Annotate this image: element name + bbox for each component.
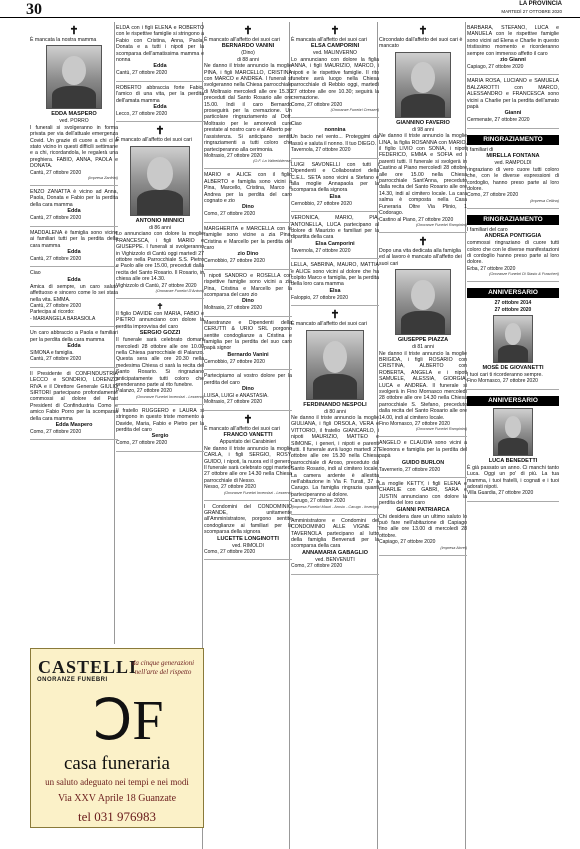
ad-brand: CASTELLI xyxy=(38,657,138,677)
condolence-notice xyxy=(291,212,379,259)
thanks-notice xyxy=(467,129,559,209)
notice-name: Gianni xyxy=(504,110,522,117)
notice-date: Fino Mornasco, 27 ottobre 2020 xyxy=(467,378,538,385)
notice-date: Cernobbio, 27 ottobre 2020 xyxy=(204,358,265,365)
notice-body: MADDALENA è famiglia sono vicine ai familiari tutti per la perdita della cara mamma xyxy=(30,229,118,249)
cross-icon: ✝ xyxy=(156,301,164,311)
notice-body: Ne danno il triste annuncio la moglie GIULIANA, i figli ORSOLA, VERA e VITTORIO, il fratello GIANCARLO, i nipoti MAURIZIO, MATTEO e SIMONE, i generi, i nipoti e parenti tutti. Il funerale avrà luogo martedì 27 ottobre alle ore 15.30 nella Chiesa parrocchiale di Aroso, preceduto dal Santo Rosario, indi al cimitero locale. La camera ardente è allestita nell'abitazione in Via F. Turati, 37 a Carugo. La famiglia ringrazia quanti parteciperanno al dolore. xyxy=(291,415,379,498)
obituary-notice xyxy=(116,122,204,298)
deceased-name: ANDREA PONTIGGIA xyxy=(484,233,542,240)
condolence-notice xyxy=(291,118,379,159)
condolence-notice xyxy=(116,405,204,452)
cross-icon: ✝ xyxy=(155,125,165,138)
notice-name: Sergio xyxy=(151,433,169,440)
notice-date: Nesso, 27 ottobre 2020 xyxy=(204,484,256,491)
condolence-notice xyxy=(467,75,559,128)
notice-name: Edda xyxy=(67,342,81,349)
notice-intro: È mancato all'affetto dei suoi cari xyxy=(204,425,280,432)
notice-date: Moltrasio, 27 ottobre 2020 xyxy=(204,399,263,406)
notice-body: Il Presidente di CONFINDUSTRIA LECCO e SONDRIO, LORENZO RIVA e il Direttore Generale GIULIO SIRTORI partecipano profondamente commossi al dolore del Past President di Confindustria Como e amico Fabio Porro per la scomparsa della cara mamma xyxy=(30,370,118,422)
anniversary-date-to: 27 ottobre 2020 xyxy=(494,306,532,313)
ad-phone: tel 031 976983 xyxy=(78,809,156,824)
notice-name: Bernardo Vanini xyxy=(227,351,269,358)
deceased-name: EDDA MASPERO xyxy=(51,111,97,118)
notice-name: Edda xyxy=(153,104,167,111)
deceased-nickname: (Dino) xyxy=(241,50,255,57)
notice-date: Moltrasio, 27 ottobre 2020 xyxy=(204,152,263,159)
funeral-home-credit: (Impresa Funebri Mauri - Arosio - Carugo - Inverigo) xyxy=(291,504,379,509)
cross-icon: ✝ xyxy=(69,25,79,37)
notice-body: ENZO ZANATTA è vicino ad Anna, Paola, Donata e Fabio per la perdita della cara mamma xyxy=(30,189,118,208)
notice-body: Maestranze e Dipendenti della CERUTTI & URIO SRL porgono sentite condoglianze a Cristina e famiglia per la perdita del suo caro papà signor xyxy=(204,319,292,352)
notice-body: Il fratello RUGGERO e LAURA si stringono in questo triste momento a Davide, Maria, Fabio e Pietro per la perdita del caro xyxy=(116,407,204,434)
notice-date: Erba, 27 ottobre 2020 xyxy=(467,265,516,272)
notice-date: Cantù, 27 ottobre 2020 xyxy=(30,302,82,309)
notice-intro: Dopo una vita dedicata alla famiglia ed al lavoro è mancato all'affetto dei suoi cari xyxy=(379,247,462,267)
condolence-notice xyxy=(291,159,379,212)
notice-body: Ne danno il triste annuncio la moglie BRIGIDA, i figli ROSARIO con CRISTINA, ALBERTO con ROBERTA, ANGELA e i nipoti SAMUELE, ALESSIA, GIORGIA, LUCA e ANDREA. Il funerale si svolgerà in Fino Mornasco mercoledì 28 ottobre alle ore 14.30 nella Chiesa parrocchiale S. Stefano, preceduto dalla recita del Santo Rosario alle ore 14.00, indi al cimitero locale. xyxy=(379,350,467,421)
notice-date: Tavernerio, 27 ottobre 2020 xyxy=(379,466,441,473)
obituary-notice xyxy=(204,22,292,169)
notice-intro: È mancato all'affetto dei suoi cari xyxy=(291,321,367,328)
funeral-home-credit: (Onoranze Funebri Cresseri) xyxy=(330,108,379,113)
column-5 xyxy=(379,22,467,849)
notice-name: Elsa xyxy=(329,287,341,294)
notice-date: Fino Mornasco, 27 ottobre 2020 xyxy=(379,421,450,427)
notice-date: Cermenate, 27 ottobre 2020 xyxy=(467,117,530,124)
notice-name: Edda xyxy=(67,208,81,215)
portrait-photo xyxy=(395,269,451,335)
condolence-notice xyxy=(116,22,204,82)
notice-date: Cantù, 27 ottobre 2020 xyxy=(30,255,82,262)
notice-participant: - MARIANGELA BARASIOLA xyxy=(30,315,96,322)
portrait-photo xyxy=(46,45,102,109)
funeral-home-credit: (Onoranze Funebri Di Stasio & Frascheri) xyxy=(489,272,559,277)
section-banner: RINGRAZIAMENTO xyxy=(467,135,559,145)
notice-body: ringraziano di vero cuore tutti coloro che, con le diverse espressioni di cordoglio, hanno preso parte al loro dolore. xyxy=(467,166,559,192)
notice-date: Como, 27 ottobre 2020 xyxy=(30,429,82,436)
funeral-home-credit: (Onoranze Funebri Invernizzi - Lezzeno) xyxy=(136,394,204,399)
issue-date: MARTEDÌ 27 OTTOBRE 2020 xyxy=(501,9,562,14)
condolence-notice xyxy=(291,515,379,575)
notice-date: Castino al Piano, 27 ottobre 2020 xyxy=(379,216,454,223)
condolence-notice xyxy=(204,501,292,561)
notice-date: Como, 27 ottobre 2020 xyxy=(467,192,519,199)
notice-name: Edda xyxy=(153,63,167,70)
notice-name: Dino xyxy=(242,204,254,211)
notice-date: Capiago, 27 ottobre 2020 xyxy=(379,539,436,546)
notice-body: Lo annunciano con dolore la moglie FRANCESCA, i figli MARIO e GIUSEPPE. I funerali si svolgeranno in Vighizzolo di Cantù oggi martedì 27 ottobre nella Parrocchiale S.S. Pietro e Paolo alle ore 15.00, preceduti dalla recita del Santo Rosario. Il Rosario, in chiesa alle ore 14.30. xyxy=(116,231,204,283)
notice-date: Lecco, 27 ottobre 2020 xyxy=(116,111,168,118)
ad-brand-subtitle: ONORANZE FUNEBRI xyxy=(37,677,108,683)
notice-body: commossi ringraziano di cuore tutti coloro che con le diverse manifestazioni di cordoglio hanno preso parte al loro dolore. xyxy=(467,240,559,266)
obituary-notice xyxy=(291,306,379,515)
cross-icon: ✝ xyxy=(243,25,253,37)
page-header xyxy=(0,0,580,18)
condolence-notice xyxy=(204,317,292,370)
notice-intro: Ciao xyxy=(291,121,302,128)
notice-date: Palanzo, 27 ottobre 2020 xyxy=(116,388,172,395)
obituary-notice xyxy=(204,411,292,501)
notice-body: Partecipiamo al vostro dolore per la perdita del caro xyxy=(204,373,292,386)
deceased-age: di 98 anni xyxy=(412,126,434,133)
notice-name: Edda Maspero xyxy=(55,422,93,429)
notice-intro: È mancata all'affetto dei suoi cari xyxy=(291,37,367,43)
funeral-home-credit: (Impresa Aicrel) xyxy=(440,545,467,550)
obituary-notice xyxy=(379,22,467,233)
notice-intro: È mancato all'affetto dei suoi cari xyxy=(204,37,280,43)
condolence-notice xyxy=(379,437,467,478)
condolence-notice xyxy=(204,370,292,411)
funeral-home-advertisement xyxy=(30,648,204,828)
notice-date: Cernobbio, 27 ottobre 2020 xyxy=(291,200,352,207)
deceased-name: LUCA BENEDETTI xyxy=(488,457,538,464)
page-number: 30 xyxy=(26,1,42,18)
notice-body: Ne danno il triste annuncio la moglie LINA, la figlia ROSANNA con MARIO, il figlio LIVIO con SONIA, i nipoti FEDERICO, EMMA e SOFIA ed i parenti tutti. Il funerale si svolgerà in Castino al Piano mercoledì 28 ottobre alle ore 15.00 nella Chiesa parrocchiale Sant'Anna, preceduto dalla recita del Santo Rosario alle ore 14.30, indi al cimitero locale. La cara salma è composta nella Casa Funeraria Oltre Via Plinio, 1 Codorago. xyxy=(379,133,467,217)
cross-icon: ✝ xyxy=(418,25,428,37)
deceased-name: ANTONIO MINNICI xyxy=(135,217,185,224)
notice-body: ANGELO e CLAUDIA sono vicini a Eleonora e famiglia per la perdita del papà xyxy=(379,440,467,460)
anniversary-notice xyxy=(467,390,559,502)
notice-body: Un caro abbraccio a Paola e familiari per la perdita della cara mamma xyxy=(30,330,118,343)
thanks-notice xyxy=(467,209,559,282)
notice-body: I funerali si svolgeranno in forma privata per via dell'attuale emergenza Covid. Un grazie di cuore a chi ci è stato vicino in questi difficili settimane e a chi, ricordandola, le regalerà una preghiera. FABIO, ANNA, PAOLA e DONATA. xyxy=(30,124,118,170)
notice-body: I tuoi cari ti ricorderanno sempre. xyxy=(467,371,543,378)
notice-intro: I familiari di xyxy=(467,146,494,153)
notice-date: Cantù, 27 ottobre 2020 xyxy=(30,169,82,176)
notice-name: zio Dino xyxy=(237,251,259,258)
cf-logo-icon: ↃF xyxy=(93,690,164,752)
notice-body: LUIGI SAVONELLI con tutti i Dipendenti e Collaboratori della C.E.L. SETA sono vicini a Stefano e alla moglie Annapaola per la scomparsa della signora xyxy=(291,161,379,194)
obituary-notice xyxy=(379,233,467,438)
condolence-notice xyxy=(30,186,118,227)
obituary-notice xyxy=(379,478,467,556)
notice-body: È già passato un anno. Ci manchi tanto Luca. Oggi un po' di più. La tua mamma, i tuoi fratelli, i cognati e i tuoi adorati nipoti. xyxy=(467,464,559,490)
condolence-notice xyxy=(30,227,118,268)
ad-address: Via XXV Aprile 18 Guanzate xyxy=(57,793,177,804)
portrait-photo xyxy=(493,408,533,456)
notice-body: LELLA, SABRINA, MAURO, MATTIA e ALICE sono vicini al dolore che ha colpito Marco e famiglia, per la perdita della loro cara mamma xyxy=(291,262,379,288)
cross-icon: ✝ xyxy=(243,413,253,426)
notice-date: Tavernola, 27 ottobre 2020 xyxy=(291,147,351,154)
ad-slogan: un saluto adeguato nei tempi e nei modi xyxy=(45,777,189,787)
anniversary-date-from: 27 ottobre 2014 xyxy=(494,300,532,307)
notice-date: Cantù, 27 ottobre 2020 xyxy=(30,356,82,363)
notice-name: Dino xyxy=(242,386,254,393)
ad-title: casa funeraria xyxy=(63,753,170,774)
notice-body: Ne danno il triste annuncio la moglie PINA, i figli MARCELLO, CRISTINA con MARCO e ANDREA. I funerali si svolgeranno nella Chiesa parrocchiale di Moltrasio mercoledì alle ore 15.30 preceduti dal Santo Rosario alle ore 15.00. Indi il caro Bernardo proseguirà per la cremazione. Un particolare ringraziamento al Dott. Moltrasio per le amorevoli cure prestate al nostro caro e al Alberto per l'assistenza. Si anticipano sentiti ringraziamenti a tutti coloro che parteciperanno alla cerimonia. xyxy=(204,63,292,153)
condolence-notice xyxy=(467,22,559,75)
notice-body: I Condomini del CONDOMINIO GRANDE, unitamente all'Amministratore, porgono sentite condoglianze ai familiari per la scomparsa della signora xyxy=(204,503,292,536)
cross-icon: ✝ xyxy=(330,309,340,322)
funeral-home-credit: (Impresa Cellina) xyxy=(530,198,559,203)
notice-date: Faloppio, 27 ottobre 2020 xyxy=(291,294,348,301)
deceased-name: GIANNINO FAVERIO xyxy=(396,119,450,126)
notice-date: Cernobbio, 27 ottobre 2020 xyxy=(204,258,265,265)
notice-signers: LUISA, LUIGI e ANASTASIA. xyxy=(204,393,269,400)
column-4 xyxy=(291,22,379,849)
funeral-home-credit: (O.F. La Valtrebbiense) xyxy=(253,159,292,164)
notice-intro: È mancata la nostra mamma xyxy=(30,37,97,43)
notice-intro: Circondato dall'affetto dei suoi cari è mancato xyxy=(379,37,463,50)
condolence-notice xyxy=(116,82,204,123)
notice-body: Amica di sempre, un caro saluto affettuoso e sincero come lo sei stata nella vita. EMMA. xyxy=(30,283,118,303)
portrait-photo xyxy=(306,330,364,400)
deceased-subtitle: Appuntato dei Carabinieri xyxy=(219,439,277,446)
notice-body: La moglie KETTY, i figli ELENA e CHARLIE con GABRI, SARA e JUSTIN annunciano con dolore la perdita del loro caro xyxy=(379,481,467,507)
condolence-notice xyxy=(30,327,118,368)
condolence-notice xyxy=(204,223,292,270)
cross-icon: ✝ xyxy=(418,235,428,248)
deceased-age: di 88 anni xyxy=(237,56,259,63)
paper-name: LA PROVINCIA xyxy=(519,1,562,7)
notice-body: VERONICA, MARIO, PIA, ANTONELLA, LUCA partecipano al dolore di Maurizio e familiari per la dipartita della cara xyxy=(291,215,379,241)
funeral-home-credit: (Impresa Zanfrini) xyxy=(88,176,118,181)
notice-date: Como, 27 ottobre 2020 xyxy=(204,211,256,218)
notice-date: Tavernola, 27 ottobre 2020 xyxy=(291,247,351,254)
column-1 xyxy=(30,22,118,644)
portrait-photo xyxy=(130,146,190,216)
notice-intro: I familiari del caro xyxy=(467,226,508,233)
notice-body: MARIO e ALICE con il figlio ALBERTO e famiglia sono vicini a Pina, Marcello, Cristina, Marco e Andrea per la perdita del caro cognato e zio xyxy=(204,172,292,204)
column-6 xyxy=(467,22,559,849)
notice-body: Ne danno il triste annuncio la moglie CARLA, i figli SERGIO, ROSY, GUIDO, i nipoti, la nuora ed il genero. Il funerale sarà celebrato oggi martedì 27 ottobre alle ore 14.30 nella Chiesa parrocchiale di Nesso. xyxy=(204,445,292,484)
notice-body: ELDA con i figli ELENA e ROBERTO con le rispettive famiglie si stringono a Fabio con Cristina, Anna, Paola, Donata e a tutti i nipoti per la scomparsa dell'amatissima mamma e nonna xyxy=(116,25,204,64)
cross-icon: ✝ xyxy=(330,25,340,37)
notice-details: Il funerale sarà celebrato domani mercoledì 28 ottobre alle ore 10.00 nella Chiesa parrocchiale di Palanzo. Questa sera alle ore 20.30 nella medesima Chiesa ci sarà la recita del Santo Rosario. Si ringraziano anticipatamente tutti coloro che prenderanno parte al rito funebre. xyxy=(116,337,204,388)
notice-body: Lo annunciano con dolore la figlia ANNA, i figli MAURIZIO, MARCO, i nipoti e le rispettive famiglie. Il rito funebre avrà luogo nella Chiesa parrocchiale di Rebbio oggi, martedì 27 ottobre alle ore 10.30; seguirà la cremazione. xyxy=(291,56,379,102)
notice-date: Como, 27 ottobre 2020 xyxy=(116,440,168,447)
funeral-home-credit: (Onoranze Funebri D'Antoni) xyxy=(155,288,204,293)
notice-date: Como, 27 ottobre 2020 xyxy=(291,101,343,108)
notice-date: Como, 27 ottobre 2020 xyxy=(204,548,256,555)
portrait-photo xyxy=(493,315,533,363)
deceased-subtitle: di 86 anni xyxy=(149,224,171,231)
notice-signers: SIMONA e famiglia. xyxy=(30,349,74,356)
deceased-name: ANNAMARIA GABAGLIO xyxy=(302,549,368,556)
notice-date: Cantù, 27 ottobre 2020 xyxy=(30,215,82,222)
condolence-notice xyxy=(204,169,292,222)
deceased-name: SERGIO GOZZI xyxy=(139,330,181,337)
notice-name: Edda xyxy=(67,276,81,283)
anniversary-notice xyxy=(467,282,559,390)
column-2 xyxy=(116,22,204,644)
deceased-name: GIUSEPPE PIAZZA xyxy=(397,337,449,344)
notice-date: Cantù, 27 ottobre 2020 xyxy=(116,70,168,77)
notice-date: Moltrasio, 27 ottobre 2020 xyxy=(204,305,263,312)
condolence-notice xyxy=(291,259,379,306)
column-3 xyxy=(204,22,292,849)
ad-tagline: da cinque generazioni nell'arte del rispetto xyxy=(131,659,195,676)
section-banner: ANNIVERSARIO xyxy=(467,288,559,298)
deceased-subtitle: ved. RAMPOLDI xyxy=(494,160,532,167)
notice-name: Elsa Camporini xyxy=(315,240,355,247)
deceased-age: di 81 anni xyxy=(412,344,434,351)
funeral-home-credit: (Onoranze Funebri Rampinini) xyxy=(415,222,467,227)
funeral-home-credit: (Onoranze Funebri Rampinini) xyxy=(415,427,467,432)
deceased-name: FERDINANDO NESPOLI xyxy=(303,401,367,408)
notice-body: Un bacio nel vento... Proteggimi da lassù e saluta il nonno. Il tuo DIEGO. xyxy=(291,134,379,147)
deceased-name: BERNARDO VANINI xyxy=(221,43,275,50)
notice-body: BARBARA, STEFANO, LUCA e MANUELA con le rispettive famiglie sono vicini ad Elena e Charlie in questo tristissimo momento e ricorderanno sempre con immenso affetto il caro xyxy=(467,25,559,57)
section-banner: RINGRAZIAMENTO xyxy=(467,215,559,225)
notice-body: MARIA ROSA, LUCIANO e SAMUELA BALZAROTTI con MARCO, ALESSANDRO e FRANCESCA sono vicini a Charlie per la perdita dell'amato papà xyxy=(467,78,559,111)
deceased-name: ELSA CAMPORINI xyxy=(310,43,360,50)
notice-date: Vighizzolo di Cantù, 27 ottobre 2020 xyxy=(116,282,197,289)
notice-body: MARGHERITA e MARCELLA con le famiglie sono vicine a zia Pina, Cristina e Marcello per la perdita del caro xyxy=(204,225,292,251)
notice-details: Chi desidera dare un ultimo saluto lo può fare nell'abitazione di Capiago fino alle ore 13.00 di mercoledì 28 ottobre. xyxy=(379,513,467,539)
deceased-name: LUCETTE LONGINOTTI xyxy=(217,535,279,542)
notice-body: Amministratore e Condomini del CONDOMINIO ALLE VIGNE - TAVERNOLA partecipano al lutto della famiglia Benvenuti per la scomparsa della cara xyxy=(291,517,379,550)
deceased-name: MOSÈ DE GIOVANETTI xyxy=(482,364,544,371)
notice-body: ROBERTO abbraccia forte Fabio, l'amico di una vita, per la perdita dell'amata mamma xyxy=(116,84,204,104)
deceased-name: FRANCO VANETTI xyxy=(223,432,273,439)
section-banner: ANNIVERSARIO xyxy=(467,396,559,406)
notice-date: Capiago, 27 ottobre 2020 xyxy=(467,64,524,71)
notice-name: nonnina xyxy=(324,127,346,134)
notice-name: zio Gianni xyxy=(500,57,526,64)
obituary-notice xyxy=(116,299,204,405)
obituary-notice xyxy=(30,22,118,186)
deceased-name: GIANNI PATRIARCA xyxy=(396,506,450,513)
portrait-photo xyxy=(395,52,451,118)
deceased-subtitle: ved. PORRO xyxy=(59,118,89,125)
notice-date: Villa Guardia, 27 ottobre 2020 xyxy=(467,490,534,497)
deceased-subtitle: ved. BENVENUTI xyxy=(315,556,355,563)
notice-intro: Ciao xyxy=(30,270,41,277)
notice-intro: È mancato all'affetto dei suoi cari xyxy=(116,137,192,144)
notice-body: I nipoti SANDRO e ROSELLA con rispettive famiglie sono vicini a zia Pina, Cristina e Marcello per la scomparsa del caro zio xyxy=(204,272,292,298)
notice-name: Elsa xyxy=(329,193,341,200)
notice-participation: Partecipa al ricordo: xyxy=(30,309,75,316)
condolence-notice xyxy=(204,270,292,317)
notice-name: Edda xyxy=(67,248,81,255)
masthead xyxy=(501,1,562,15)
notice-body: Il figlio DAVIDE con MARIA, FABIO e PIETRO annunciano con dolore la perdita improvvisa del caro xyxy=(116,310,204,330)
deceased-name: MIRELLA FONTANA xyxy=(486,153,540,160)
notice-name: Dino xyxy=(242,298,254,305)
notice-date: Como, 27 ottobre 2020 xyxy=(291,563,343,570)
deceased-age: di 80 anni xyxy=(324,408,346,415)
deceased-subtitle: ved. MALINVERNO xyxy=(313,50,357,57)
deceased-subtitle: ved. RIMOLDI xyxy=(232,542,264,549)
condolence-notice xyxy=(30,267,118,327)
obituary-notice xyxy=(291,22,379,118)
condolence-notice xyxy=(30,368,118,441)
funeral-home-credit: (Onoranze Funebri Invernizzi - Lezzeno) xyxy=(224,490,292,495)
notice-name: GUIDO BURLON xyxy=(401,459,445,466)
notice-date: Carugo, 27 ottobre 2020 xyxy=(291,498,346,505)
